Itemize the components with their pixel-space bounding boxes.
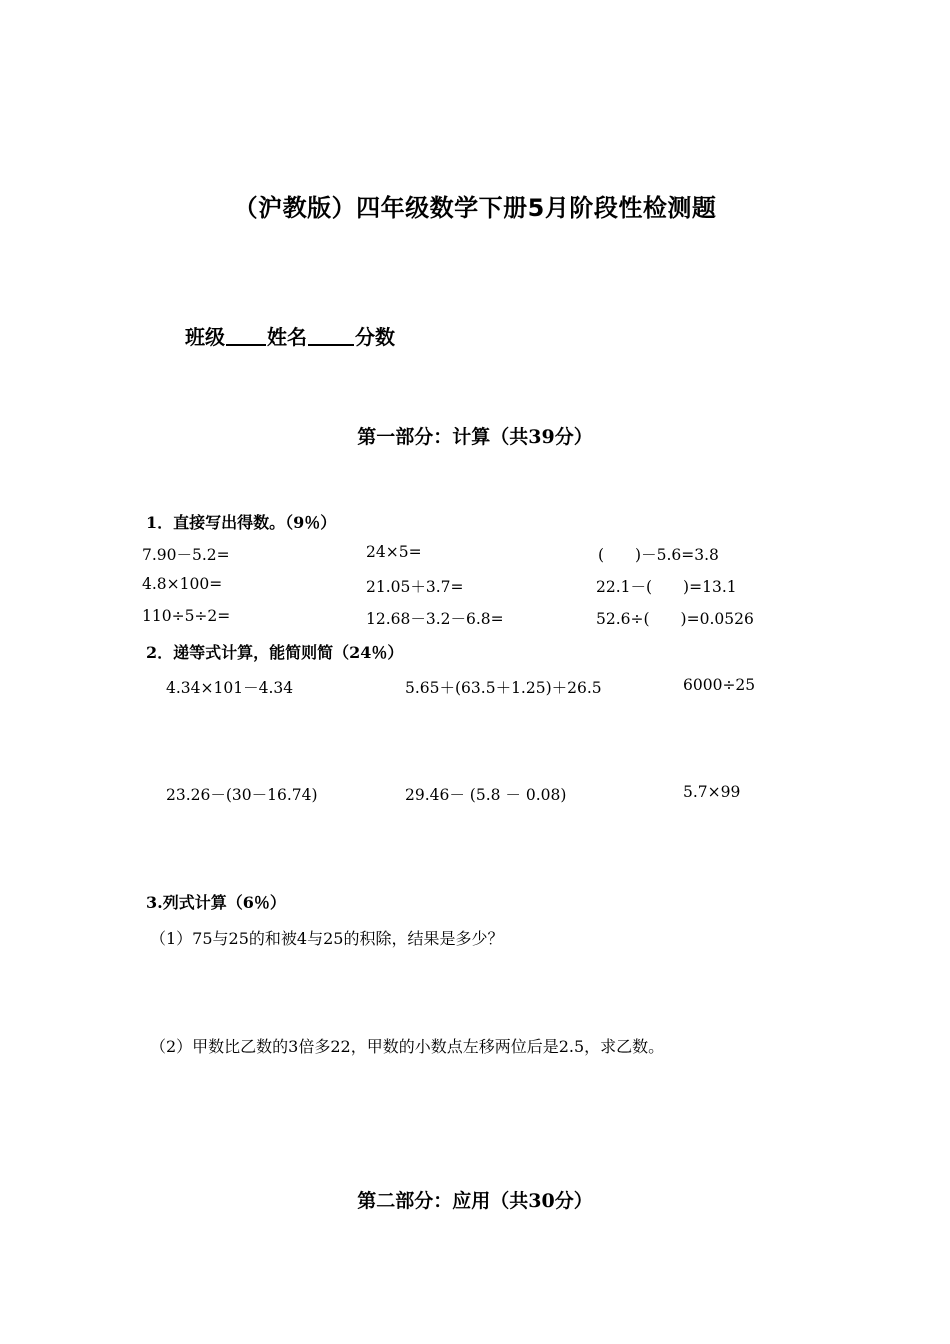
q3-item-2: （2）甲数比乙数的3倍多22，甲数的小数点左移两位后是2.5，求乙数。 [150, 1037, 665, 1056]
name-label: 姓名 [267, 325, 307, 349]
score-label: 分数 [355, 325, 395, 349]
q1-r3-c2: 12.68－3.2－6.8= [366, 610, 504, 628]
q2-r1-c3: 6000÷25 [683, 676, 756, 694]
q1-r1-c2: 24×5= [366, 543, 422, 561]
q2-r1-c2: 5.65＋(63.5＋1.25)＋26.5 [405, 679, 602, 697]
class-label: 班级 [185, 325, 225, 349]
q1-r3-c1: 110÷5÷2= [142, 607, 231, 625]
q1-r2-c3: 22.1－( )=13.1 [596, 578, 737, 596]
class-blank [226, 324, 266, 346]
student-info-line [185, 321, 395, 350]
q1-heading: 1．直接写出得数。（9％） [146, 513, 337, 532]
q1-r2-c2: 21.05＋3.7= [366, 578, 464, 596]
q3-item-1: （1）75与25的和被4与25的积除，结果是多少？ [150, 929, 504, 948]
q1-r3-c3: 52.6÷( )=0.0526 [596, 610, 754, 628]
q2-r2-c3: 5.7×99 [683, 783, 741, 801]
part1-heading: 第一部分：计算（共39分） [357, 426, 593, 448]
q2-r1-c1: 4.34×101－4.34 [166, 679, 294, 697]
q2-r2-c2: 29.46－ (5.8 － 0.08) [405, 786, 567, 804]
q1-r1-c3: ( )－5.6=3.8 [598, 546, 719, 564]
name-blank [308, 324, 354, 346]
q1-r1-c1: 7.90－5.2= [142, 546, 230, 564]
q1-r2-c1: 4.8×100= [142, 575, 223, 593]
page-title: （沪教版）四年级数学下册5月阶段性检测题 [233, 194, 717, 222]
q3-heading: 3.列式计算（6％） [146, 893, 286, 912]
part2-heading: 第二部分：应用（共30分） [357, 1190, 593, 1212]
q2-r2-c1: 23.26－(30－16.74) [166, 786, 318, 804]
q2-heading: 2．递等式计算，能简则简（24％） [146, 643, 404, 662]
